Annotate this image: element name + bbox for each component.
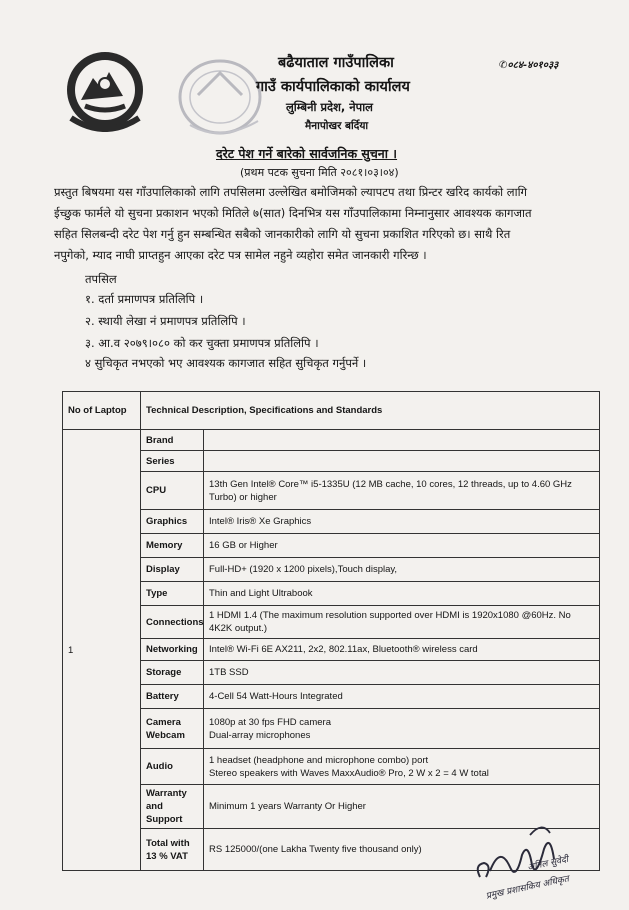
row-label: Camera Webcam [141,709,204,749]
header-technical-description: Technical Description, Specifications and Standards [141,392,600,430]
row-label: Total with 13 % VAT [141,829,204,871]
phone-icon: ✆ [499,60,508,71]
row-value: 1080p at 30 fps FHD camera Dual-array microphones [204,709,600,749]
table-row [63,639,600,661]
notice-subtitle: (प्रथम पटक सुचना मिति २०८१।०३।०४) [240,166,399,179]
row-value: 16 GB or Higher [204,534,600,558]
table-row [63,709,600,749]
row-value: Minimum 1 years Warranty Or Higher [204,785,600,829]
row-label: Storage [141,661,204,685]
body-line: प्रस्तुत बिषयमा यस गाँउपालिकाको लागि तपसिलमा उल्लेखित बमोजिमको ल्यापटप तथा प्रिन्टर खरिद कार्यको लागि [54,185,528,199]
tapsil-heading: तपसिल [85,272,117,286]
table-row [63,451,600,472]
table-row [63,558,600,582]
table-row [63,582,600,606]
row-label: Memory [141,534,204,558]
requirement-item: १. दर्ता प्रमाणपत्र प्रतिलिपि । [85,292,204,306]
row-value: 1 headset (headphone and microphone combo) port Stereo speakers with Waves MaxxAudio® Pro, 2 W x 2 = 4 W total [204,749,600,785]
district-name: मैनापोखर बर्दिया [305,120,369,132]
row-label: Type [141,582,204,606]
row-value: Intel® Iris® Xe Graphics [204,510,600,534]
notice-title: दरेट पेश गर्ने बारेको सार्वजनिक सुचना । [216,146,398,161]
table-row [63,510,600,534]
municipality-name: बढैयाताल गाउँपालिका [278,55,394,71]
row-value: Intel® Wi-Fi 6E AX211, 2x2, 802.11ax, Bluetooth® wireless card [204,639,600,661]
row-value: 1TB SSD [204,661,600,685]
row-value: 4-Cell 54 Watt-Hours Integrated [204,685,600,709]
row-value: 13th Gen Intel® Core™ i5-1335U (12 MB cache, 10 cores, 12 threads, up to 4.60 GHz Turbo) or higher [204,472,600,510]
row-value: 1 HDMI 1.4 (The maximum resolution supported over HDMI is 1920x1080 @60Hz. No 4K2K output.) [204,606,600,639]
row-label: Display [141,558,204,582]
row-label: Graphics [141,510,204,534]
requirement-item: २. स्थायी लेखा नं प्रमाणपत्र प्रतिलिपि । [85,314,246,328]
body-line: नपुगेको, म्याद नाघी प्राप्तहुन आएका दरेट पत्र सामेल नहुने व्यहोरा समेत जानकारी गरिन्छ । [54,248,427,262]
row-label: Battery [141,685,204,709]
table-row [63,685,600,709]
row-label: Brand [141,430,204,451]
table-header-row [63,392,600,430]
notice-body [54,182,614,266]
row-label: CPU [141,472,204,510]
body-line: ईच्छुक फार्मले यो सुचना प्रकाशन भएको मितिले ७(सात) दिनभित्र यस गाँउपालिकामा निम्नानुसार आवश्यक कागजात [54,206,532,220]
government-emblem-icon [63,48,147,132]
office-name: गाउँ कार्यपालिकाको कार्यालय [256,79,410,95]
row-label: Networking [141,639,204,661]
row-label: Audio [141,749,204,785]
row-label: Series [141,451,204,472]
item-number-cell: 1 [63,430,141,871]
row-label: Connections [141,606,204,639]
row-value [204,430,600,451]
row-value: RS 125000/(one Lakha Twenty five thousand only) [204,829,600,871]
table-row [63,749,600,785]
body-line: सहित सिलबन्दी दरेट पेश गर्नु हुन सम्बन्धित सबैको जानकारीको लागि यो सुचना प्रकाशित गरिएको छ। साथै रित [54,227,511,241]
table-row [63,472,600,510]
row-value: Full-HD+ (1920 x 1200 pixels),Touch display, [204,558,600,582]
province-name: लुम्बिनी प्रदेश, नेपाल [286,100,373,114]
office-seal-icon [168,55,278,145]
phone-number: ✆०८४-४०१०३३ [499,60,559,71]
requirement-item: ३. आ.व २०७९।०८० को कर चुक्ता प्रमाणपत्र प्रतिलिपि । [85,336,319,350]
table-row [63,534,600,558]
table-row [63,430,600,451]
row-value [204,451,600,472]
signatory-designation: प्रमुख प्रशासकिय अधिकृत [485,874,570,902]
row-label: Warranty and Support [141,785,204,829]
laptop-spec-table [62,391,600,874]
row-value: Thin and Light Ultrabook [204,582,600,606]
requirement-item: ४ सुचिकृत नभएको भए आवश्यक कागजात सहित सुचिकृत गर्नुपर्ने । [85,356,367,370]
table-row [63,606,600,639]
signatory-name: अनिल सुवेदी [526,854,570,874]
table-row [63,661,600,685]
header-no-of-laptop: No of Laptop [63,392,141,430]
